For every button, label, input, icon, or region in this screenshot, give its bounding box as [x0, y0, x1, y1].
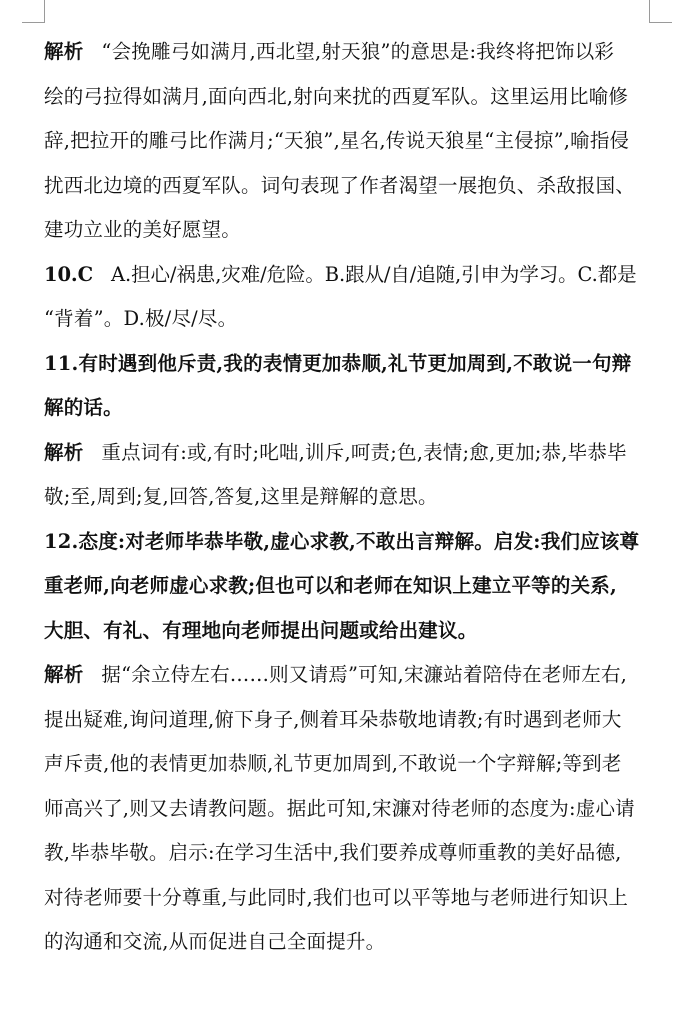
- text-line: 辞,把拉开的雕弓比作满月;“天狼”,星名,传说天狼星“主侵掠”,喻指侵: [44, 129, 630, 152]
- text-line: 大胆、有礼、有理地向老师提出问题或给出建议。: [44, 618, 478, 642]
- text-line: 12.态度:对老师毕恭毕敬,虚心求教,不敢出言辩解。启发:我们应该尊: [44, 529, 640, 553]
- text-line: 对待老师要十分尊重,与此同时,我们也可以平等地与老师进行知识上: [44, 885, 629, 909]
- analysis-block-1: [44, 30, 640, 253]
- text-line: 解析 重点词有:或,有时;叱咄,训斥,呵责;色,表情;愈,更加;恭,毕恭毕: [44, 440, 627, 464]
- text-line: 解析 “会挽雕弓如满月,西北望,射天狼”的意思是:我终将把饰以彩: [44, 40, 615, 63]
- text-line: 解的话。: [44, 396, 123, 419]
- analysis-block-11: [44, 431, 640, 520]
- text-line: 10.C A.担心/祸患,灾难/危险。B.跟从/自/追随,引申为学习。C.都是: [44, 262, 637, 286]
- answer-block-11: [44, 342, 640, 431]
- crop-mark-top-left: [22, 0, 45, 23]
- text-line: 11.有时遇到他斥责,我的表情更加恭顺,礼节更加周到,不敢说一句辩: [44, 351, 632, 375]
- text-line: 绘的弓拉得如满月,面向西北,射向来扰的西夏军队。这里运用比喻修: [44, 84, 629, 108]
- text-line: 重老师,向老师虚心求教;但也可以和老师在知识上建立平等的关系,: [44, 574, 617, 597]
- crop-mark-top-right: [649, 0, 672, 23]
- answer-block-10: [44, 253, 640, 342]
- analysis-label: 解析: [44, 663, 84, 686]
- text-line: “背着”。D.极/尽/尽。: [44, 307, 238, 330]
- text-line: 建功立业的美好愿望。: [44, 218, 242, 241]
- text-line: 的沟通和交流,从而促进自己全面提升。: [44, 930, 386, 953]
- analysis-label: 解析: [44, 40, 84, 63]
- answer-block-12: [44, 520, 640, 654]
- document-body: [44, 30, 640, 965]
- text-line: 解析 据“余立侍左右……则又请焉”可知,宋濂站着陪侍在老师左右,: [44, 663, 628, 686]
- text-line: 教,毕恭毕敬。启示:在学习生活中,我们要养成尊师重教的美好品德,: [44, 841, 622, 864]
- text-line: 师高兴了,则又去请教问题。据此可知,宋濂对待老师的态度为:虚心请: [44, 796, 635, 820]
- text-line: 声斥责,他的表情更加恭顺,礼节更加周到,不敢说一个字辩解;等到老: [44, 752, 622, 775]
- text-line: 扰西北边境的西夏军队。词句表现了作者渴望一展抱负、杀敌报国、: [44, 173, 636, 197]
- text-line: 提出疑难,询问道理,俯下身子,侧着耳朵恭敬地请教;有时遇到老师大: [44, 707, 622, 731]
- analysis-block-12: [44, 653, 640, 965]
- answer-number: 10.C: [44, 262, 94, 286]
- text-line: 敬;至,周到;复,回答,答复,这里是辩解的意思。: [44, 485, 438, 508]
- analysis-label: 解析: [44, 440, 84, 464]
